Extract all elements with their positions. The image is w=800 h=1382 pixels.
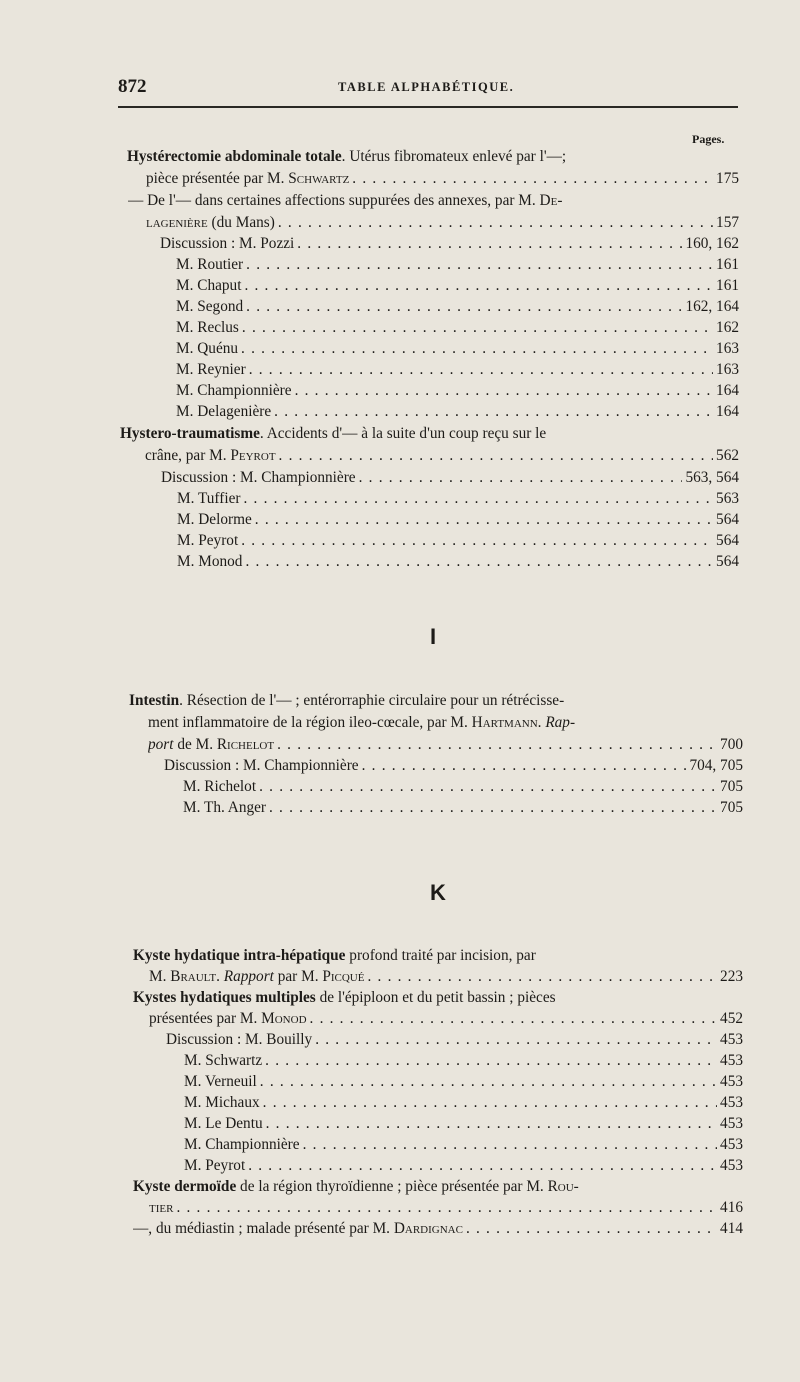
index-entry-line: — De l'— dans certaines affections suppurées des annexes, par M. De- <box>128 192 563 209</box>
index-entry-line: M. Reclus . . . 162 <box>176 317 739 338</box>
index-entry-line: —, du médiastin ; malade présenté par M. Dardignac . . . 414 <box>133 1218 743 1239</box>
page-number: 872 <box>118 76 147 97</box>
index-entry-heading: Hystérectomie abdominale totale. Utérus fibromateux enlevé par l'—; <box>127 148 567 165</box>
index-entry-heading: Kyste dermoïde de la région thyroïdienne ; pièce présentée par M. Rou- <box>133 1178 579 1195</box>
section-letter-i: I <box>430 624 437 649</box>
index-entry-line: M. Th. Anger . . . 705 <box>183 797 743 818</box>
index-entry-line: présentées par M. Monod . . . 452 <box>149 1008 743 1029</box>
index-entry-line: M. Chaput . . . 161 <box>176 275 739 296</box>
index-entry-line: ment inflammatoire de la région ileo-cœcale, par M. Hartmann. Rap- <box>148 714 576 731</box>
index-entry-line: M. Quénu . . . 163 <box>176 338 739 359</box>
index-entry-line: M. Championnière . . . 164 <box>176 380 739 401</box>
index-entry-line: M. Routier . . . 161 <box>176 254 739 275</box>
index-entry-line: Discussion : M. Bouilly . . . 453 <box>166 1029 743 1050</box>
index-entry-line: M. Michaux . . . 453 <box>184 1092 743 1113</box>
index-entry-line: M. Segond . . . 162, 164 <box>176 296 739 317</box>
running-title: TABLE ALPHABÉTIQUE. <box>338 80 515 94</box>
index-entry-heading: Hystero-traumatisme. Accidents d'— à la suite d'un coup reçu sur le <box>120 425 547 442</box>
section-letter-k: K <box>430 880 446 905</box>
index-entry-line: port de M. Richelot . . . 700 <box>148 734 743 755</box>
index-entry-line: Discussion : M. Championnière . . . 704, 705 <box>164 755 743 776</box>
index-entry-line: M. Richelot . . . 705 <box>183 776 743 797</box>
index-entry-line: M. Schwartz . . . 453 <box>184 1050 743 1071</box>
index-entry-heading: Kyste hydatique intra-hépatique profond traité par incision, par <box>133 947 536 964</box>
page-header <box>118 76 738 98</box>
index-entry-line: M. Peyrot . . . 564 <box>177 530 739 551</box>
index-entry-line: M. Peyrot . . . 453 <box>184 1155 743 1176</box>
index-entry-line: M. Le Dentu . . . 453 <box>184 1113 743 1134</box>
index-entry-line: lagenière (du Mans) . . . 157 <box>146 212 739 233</box>
header-rule <box>118 106 738 108</box>
index-entry-line: crâne, par M. Peyrot . . . 562 <box>145 445 739 466</box>
index-entry-line: M. Delorme . . . 564 <box>177 509 739 530</box>
index-entry-line: M. Tuffier . . . 563 <box>177 488 739 509</box>
index-entry-line: Discussion : M. Championnière . . . 563, 564 <box>161 467 739 488</box>
index-entry-line: tier . . . 416 <box>149 1197 743 1218</box>
index-entry-line: M. Verneuil . . . 453 <box>184 1071 743 1092</box>
index-entry-line: M. Delagenière . . . 164 <box>176 401 739 422</box>
index-entry-line: M. Monod . . . 564 <box>177 551 739 572</box>
index-entry-line: pièce présentée par M. Schwartz . . . 175 <box>146 168 739 189</box>
pages-column-label: Pages. <box>692 132 725 146</box>
index-entry-heading: Intestin. Résection de l'— ; entérorraphie circulaire pour un rétrécisse- <box>129 692 565 709</box>
index-entry-heading: Kystes hydatiques multiples de l'épiploon et du petit bassin ; pièces <box>133 989 556 1006</box>
index-entry-line: M. Reynier . . . 163 <box>176 359 739 380</box>
index-entry-line: M. Brault. Rapport par M. Picqué . . . 223 <box>149 966 743 987</box>
index-entry-line: M. Championnière . . . 453 <box>184 1134 743 1155</box>
index-entry-line: Discussion : M. Pozzi . . . 160, 162 <box>160 233 739 254</box>
